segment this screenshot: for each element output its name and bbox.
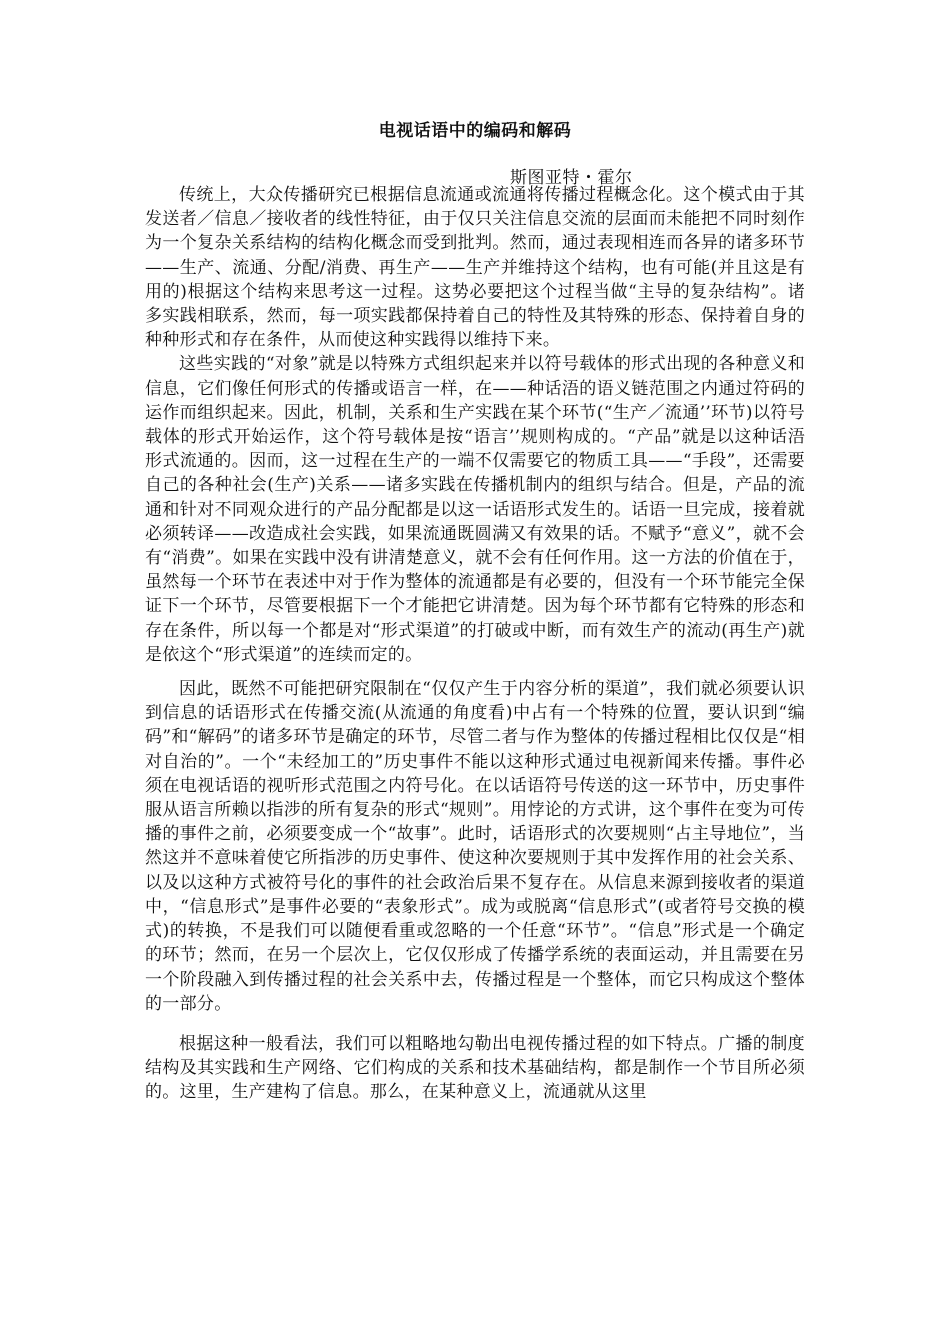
document-author: 斯图亚特・霍尔 bbox=[510, 168, 633, 188]
paragraph: 因此，既然不可能把研究限制在“仅仅产生于内容分析的渠道”，我们就必须要认识到信息的话语形式在传播交流(从流通的角度看)中占有一个特殊的位置，要认识到“编码”和“解码”的诸多环节是确定的环节，尽管二者与作为整体的传播过程相比仅仅是“相对自治的”。一个“未经加工的”历史事件不能以这种形式通过电视新闻来传播。事件必须在电视话语的视听形式范围之内符号化。在以话语符号传送的这一环节中，历史事件服从语言所赖以指涉的所有复杂的形式“规则”。用悖论的方式讲，这个事件在变为可传播的事件之前，必须要变成一个“故事”。此时，话语形式的次要规则“占主导地位”，当然这并不意味着使它所指涉的历史事件、使这种次要规则于其中发挥作用的社会关系、以及以这种方式被符号化的事件的社会政治后果不复存在。从信息来源到接收者的渠道中，“信息形式”是事件必要的“表象形式”。成为或脱离“信息形式”(或者符号交换的模式)的转换，不是我们可以随便看重或忽略的一个任意“环节”。“信息”形式是一个确定的环节；然而，在另一个层次上，它仅仅形成了传播学系统的表面运动，并且需要在另一个阶段融入到传播过程的社会关系中去，传播过程是一个整体，而它只构成这个整体的一部分。 bbox=[145, 679, 805, 1014]
document-body bbox=[145, 183, 805, 1121]
paragraph: 传统上，大众传播研究已根据信息流通或流通将传播过程概念化。这个模式由于其发送者／信息／接收者的线性特征，由于仅只关注信息交流的层面而未能把不同时刻作为一个复杂关系结构的结构化概念而受到批判。然而，通过表现相连而各异的诸多环节——生产、流通、分配/消费、再生产——生产并维持这个结构，也有可能(并且这是有用的)根据这个结构来思考这一过程。这势必要把这个过程当做“主导的复杂结构”。诸多实践相联系，然而，每一项实践都保持着自己的特性及其特殊的形态、保持着自身的种种形式和存在条件，从而使这种实践得以维持下来。 bbox=[145, 185, 805, 351]
paragraph: 这些实践的“对象”就是以特殊方式组织起来并以符号载体的形式出现的各种意义和信息，它们像任何形式的传播或语言一样，在——种话浯的语义链范围之内通过符码的运作而组织起来。因此，机制，关系和生产实践在某个环节(“生产／流通’’环节)以符号载体的形式开始运作，这个符号载体是按“语言’’规则构成的。“产品”就是以这种话浯形式流通的。因而，这一过程在生产的一端不仅需要它的物质工具——“手段”，还需要自己的各种社会(生产)关系——诸多实践在传播机制内的组织与结合。但是，产品的流通和针对不同观众进行的产品分配都是以这一话语形式发生的。话语一旦完成，接着就必须转译——改造成社会实践，如果流通既圆满又有效果的话。不赋予“意义”，就不会有“消费”。如果在实践中没有讲清楚意义，就不会有任何作用。这一方法的价值在于，虽然每一个环节在表述中对于作为整体的流通都是有必要的，但没有一个环节能完全保证下一个环节，尽管要根据下一个才能把它讲清楚。因为每个环节都有它特殊的形态和存在条件，所以每一个都是对“形式渠道”的打破或中断，而有效生产的流动(再生产)就是依这个“形式渠道”的连续而定的。 bbox=[145, 354, 805, 665]
document-title: 电视话语中的编码和解码 bbox=[378, 121, 572, 141]
paragraph: 根据这种一般看法，我们可以粗略地勾勒出电视传播过程的如下特点。广播的制度结构及其实践和生产网络、它们构成的关系和技术基础结构，都是制作一个节目所必须的。这里，生产建构了信息。那么，在某种意义上，流通就从这里 bbox=[145, 1033, 805, 1103]
